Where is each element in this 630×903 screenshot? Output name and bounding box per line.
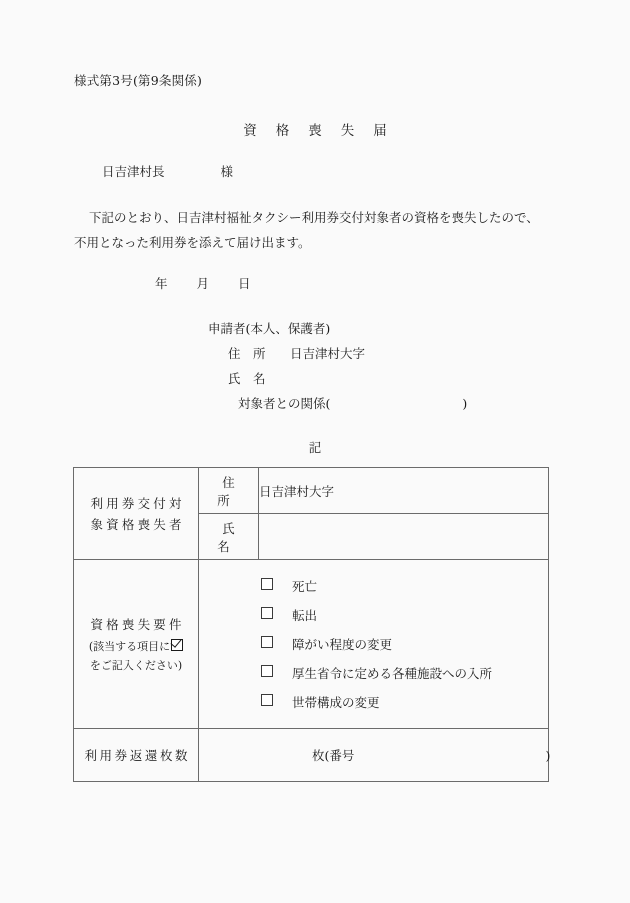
list-item[interactable] [199, 572, 548, 601]
list-item[interactable] [199, 688, 548, 717]
reason-options-cell [199, 560, 549, 729]
date-entry-line [155, 274, 251, 292]
person-section-header [74, 468, 199, 560]
applicant-relation-label: 対象者との関係( [238, 396, 331, 411]
reason-option-list [199, 572, 548, 717]
date-year-label: 年 [155, 276, 168, 291]
list-item[interactable] [199, 601, 548, 630]
reason-note-line2: をご記入ください) [89, 658, 183, 672]
applicant-relation-row [208, 391, 467, 416]
person-header-line1: 利用券交付対 [90, 495, 185, 511]
reason-header-label: 資格喪失要件 [90, 616, 185, 632]
return-value-inner [199, 746, 551, 764]
reason-option-label: 障がい程度の変更 [292, 636, 393, 652]
body-paragraph: 下記のとおり、日吉津村福祉タクシー利用券交付対象者の資格を喪失したので、不用となった利用券を添えて届け出ます。 [74, 210, 539, 250]
list-item[interactable] [199, 659, 548, 688]
return-value-prefix: 枚(番号 [312, 748, 355, 763]
person-header-line2: 象資格喪失者 [90, 516, 185, 532]
reason-note-line1: (該当する項目に [88, 639, 171, 653]
reason-header-note [74, 637, 198, 675]
date-month-label: 月 [196, 276, 210, 291]
reason-section-header [74, 560, 199, 729]
return-section-value[interactable] [199, 729, 549, 782]
applicant-address-label: 住 所 [228, 346, 266, 361]
applicant-name-row [208, 366, 467, 391]
applicant-address-value: 日吉津村大字 [290, 346, 366, 361]
addressee-honorific: 様 [220, 164, 234, 179]
person-name-value[interactable] [259, 514, 549, 560]
person-name-label: 氏 名 [199, 514, 259, 560]
reason-option-label: 死亡 [292, 578, 318, 594]
checked-box-icon [171, 639, 183, 651]
applicant-name-label: 氏 名 [228, 371, 266, 386]
addressee-line [102, 162, 233, 180]
date-day-label: 日 [238, 276, 251, 291]
applicant-heading: 申請者(本人、保護者) [208, 321, 331, 336]
empty-checkbox-icon[interactable] [261, 636, 273, 648]
applicant-relation-close: ) [462, 396, 468, 411]
reason-option-label: 世帯構成の変更 [292, 694, 380, 710]
person-address-value[interactable]: 日吉津村大字 [259, 468, 549, 514]
form-number: 様式第3号(第9条関係) [74, 73, 203, 88]
applicant-block [208, 316, 467, 416]
return-section-header: 利用券返還枚数 [74, 729, 199, 782]
empty-checkbox-icon[interactable] [261, 665, 273, 677]
addressee-name: 日吉津村長 [102, 164, 165, 179]
table-row [74, 560, 549, 729]
detail-table [73, 467, 549, 782]
table-row [74, 468, 549, 514]
empty-checkbox-icon[interactable] [261, 694, 273, 706]
return-value-suffix: ) [545, 748, 551, 763]
ki-mark: 記 [308, 440, 322, 455]
list-item[interactable] [199, 630, 548, 659]
reason-option-label: 厚生省令に定める各種施設への入所 [292, 665, 493, 681]
page-title: 資格喪失届 [243, 123, 406, 139]
empty-checkbox-icon[interactable] [261, 607, 273, 619]
applicant-address-row [208, 341, 467, 366]
reason-option-label: 転出 [292, 607, 318, 623]
table-row [74, 729, 549, 782]
person-address-label: 住 所 [199, 468, 259, 514]
empty-checkbox-icon[interactable] [261, 578, 273, 590]
